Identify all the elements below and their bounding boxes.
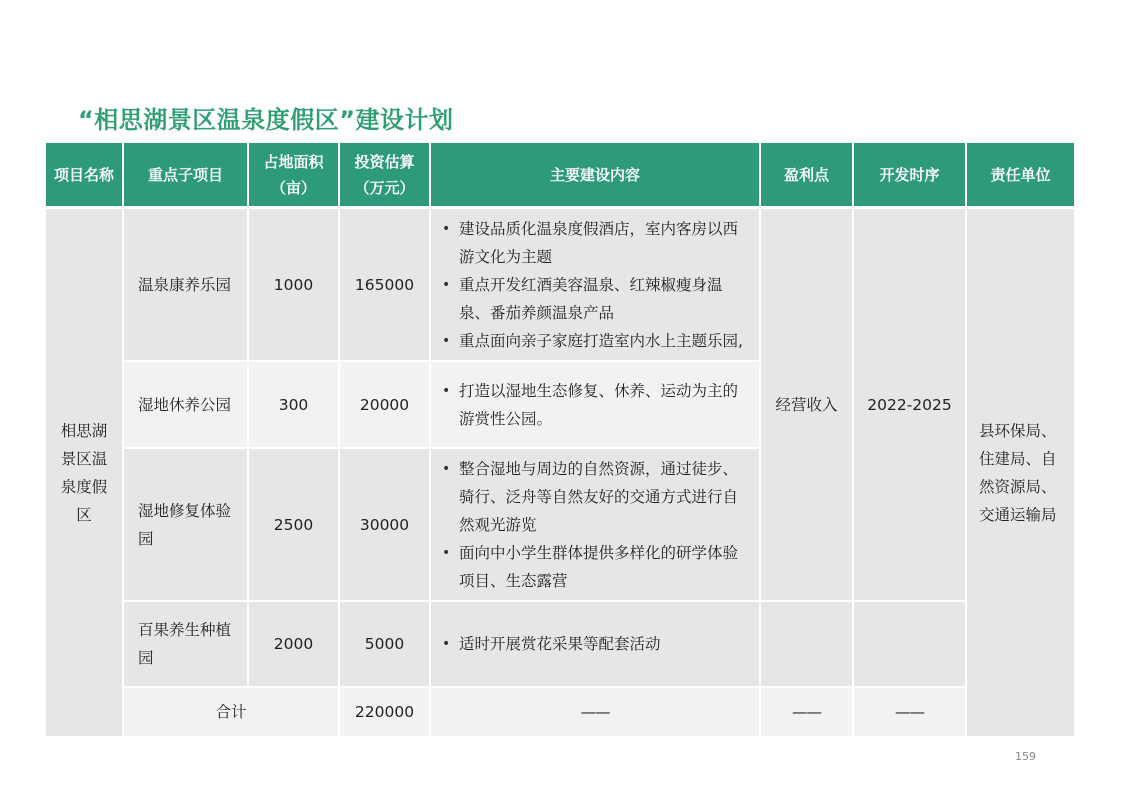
list-item: • 重点面向亲子家庭打造室内水上主题乐园,: [439, 327, 749, 355]
total-investment: 220000: [340, 688, 429, 738]
header-investment: 投资估算（万元）: [340, 143, 429, 209]
header-row: [46, 143, 1074, 209]
total-period-cell: [854, 688, 965, 738]
sub-project-cell: 百果养生种植园: [124, 602, 247, 688]
content-cell: [431, 449, 759, 602]
area-cell: 300: [249, 362, 338, 449]
header-sub-project: 重点子项目: [124, 143, 247, 209]
area-cell: 2000: [249, 602, 338, 688]
list-item: • 适时开展赏花采果等配套活动: [439, 630, 749, 658]
header-content: 主要建设内容: [431, 143, 759, 209]
total-period-dash: ——: [895, 703, 924, 721]
investment-cell: 30000: [340, 449, 429, 602]
list-item: • 打造以湿地生态修复、休养、运动为主的游赏性公园。: [439, 377, 749, 433]
header-period: 开发时序: [854, 143, 965, 209]
investment-cell: 5000: [340, 602, 429, 688]
page-number: 159: [1015, 750, 1036, 763]
total-profit-dash: ——: [792, 703, 821, 721]
header-area: 占地面积（亩）: [249, 143, 338, 209]
header-unit: 责任单位: [967, 143, 1074, 209]
profit-cell-empty: [761, 602, 852, 688]
total-content-cell: [431, 688, 759, 738]
total-row: [46, 688, 1074, 738]
page-title: “相思湖景区温泉度假区”建设计划: [78, 106, 454, 134]
sub-project-cell: 温泉康养乐园: [124, 209, 247, 362]
sub-project-cell: 湿地休养公园: [124, 362, 247, 449]
table-row: [46, 602, 1074, 688]
header-profit: 盈利点: [761, 143, 852, 209]
area-cell: 2500: [249, 449, 338, 602]
sub-project-cell: 湿地修复体验园: [124, 449, 247, 602]
list-item: • 面向中小学生群体提供多样化的研学体验项目、生态露营: [439, 539, 749, 595]
profit-cell: 经营收入: [761, 209, 852, 602]
content-cell: [431, 362, 759, 449]
total-label: 合计: [124, 688, 338, 738]
area-cell: 1000: [249, 209, 338, 362]
total-content-dash: ——: [580, 703, 610, 721]
header-project-name: 项目名称: [46, 143, 122, 209]
project-name-cell: 相思湖景区温泉度假区: [46, 209, 122, 738]
investment-cell: 165000: [340, 209, 429, 362]
period-cell: 2022-2025: [854, 209, 965, 602]
unit-cell: 县环保局、住建局、自然资源局、交通运输局: [967, 209, 1074, 738]
list-item: • 整合湿地与周边的自然资源，通过徒步、骑行、泛舟等自然友好的交通方式进行自然观光游览: [439, 455, 749, 539]
period-cell-empty: [854, 602, 965, 688]
total-profit-cell: [761, 688, 852, 738]
content-cell: [431, 602, 759, 688]
list-item: • 建设品质化温泉度假酒店，室内客房以西游文化为主题: [439, 215, 749, 271]
plan-table: [44, 143, 1076, 738]
content-cell: [431, 209, 759, 362]
table-row: [46, 209, 1074, 362]
list-item: • 重点开发红酒美容温泉、红辣椒瘦身温泉、番茄养颜温泉产品: [439, 271, 749, 327]
investment-cell: 20000: [340, 362, 429, 449]
